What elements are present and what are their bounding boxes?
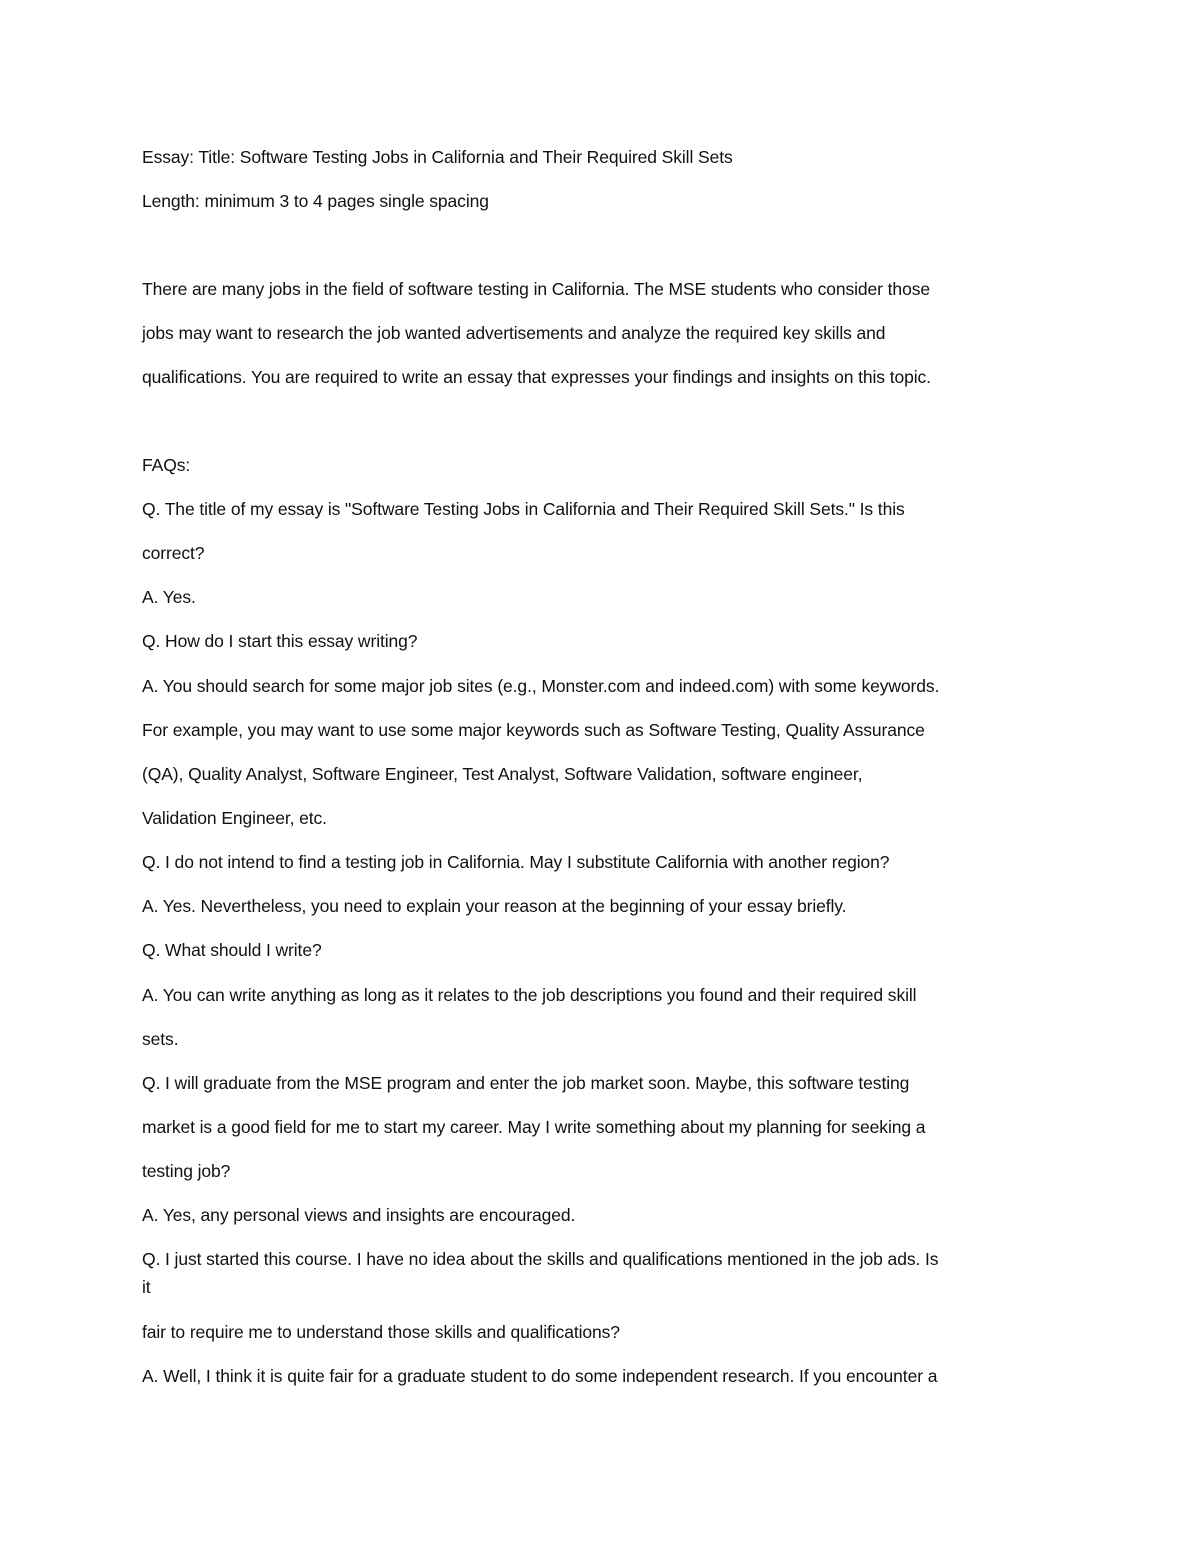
faq-line: Q. How do I start this essay writing?	[142, 631, 418, 651]
intro-line: There are many jobs in the field of software testing in California. The MSE students who consider those	[142, 279, 930, 299]
faq-line: Q. I will graduate from the MSE program and enter the job market soon. Maybe, this software testing	[142, 1073, 910, 1093]
faq-line: (QA), Quality Analyst, Software Engineer, Test Analyst, Software Validation, software engineer,	[142, 764, 863, 784]
faq-line: correct?	[142, 543, 205, 563]
faq-line: testing job?	[142, 1161, 231, 1181]
faq-line: Validation Engineer, etc.	[142, 808, 327, 828]
faq-line: A. You can write anything as long as it relates to the job descriptions you found and their required skill	[142, 985, 917, 1005]
faq-line: A. Yes, any personal views and insights are encouraged.	[142, 1205, 576, 1225]
faq-line: Q. What should I write?	[142, 940, 322, 960]
intro-line: qualifications. You are required to write an essay that expresses your findings and insights on this topic.	[142, 367, 931, 387]
faq-line: Q. I just started this course. I have no idea about the skills and qualifications mentioned in the job ads. Is	[142, 1249, 939, 1269]
essay-title-line: Essay: Title: Software Testing Jobs in California and Their Required Skill Sets	[142, 147, 733, 167]
faq-line: market is a good field for me to start my career. May I write something about my planning for seeking a	[142, 1117, 926, 1137]
faq-line: A. You should search for some major job sites (e.g., Monster.com and indeed.com) with some keywords.	[142, 676, 940, 696]
intro-line: jobs may want to research the job wanted advertisements and analyze the required key skills and	[142, 323, 886, 343]
faq-line: For example, you may want to use some major keywords such as Software Testing, Quality Assurance	[142, 720, 925, 740]
faq-line: sets.	[142, 1029, 179, 1049]
length-requirement-line: Length: minimum 3 to 4 pages single spacing	[142, 191, 489, 211]
faq-line: it	[142, 1277, 151, 1297]
faq-line: A. Well, I think it is quite fair for a graduate student to do some independent research. If you encounter a	[142, 1366, 938, 1386]
faq-heading: FAQs:	[142, 455, 191, 475]
faq-line: fair to require me to understand those skills and qualifications?	[142, 1322, 620, 1342]
faq-line: A. Yes.	[142, 587, 196, 607]
faq-line: A. Yes. Nevertheless, you need to explain your reason at the beginning of your essay briefly.	[142, 896, 847, 916]
faq-line: Q. I do not intend to find a testing job in California. May I substitute California with another region?	[142, 852, 890, 872]
faq-line: Q. The title of my essay is "Software Testing Jobs in California and Their Required Skill Sets." Is this	[142, 499, 905, 519]
